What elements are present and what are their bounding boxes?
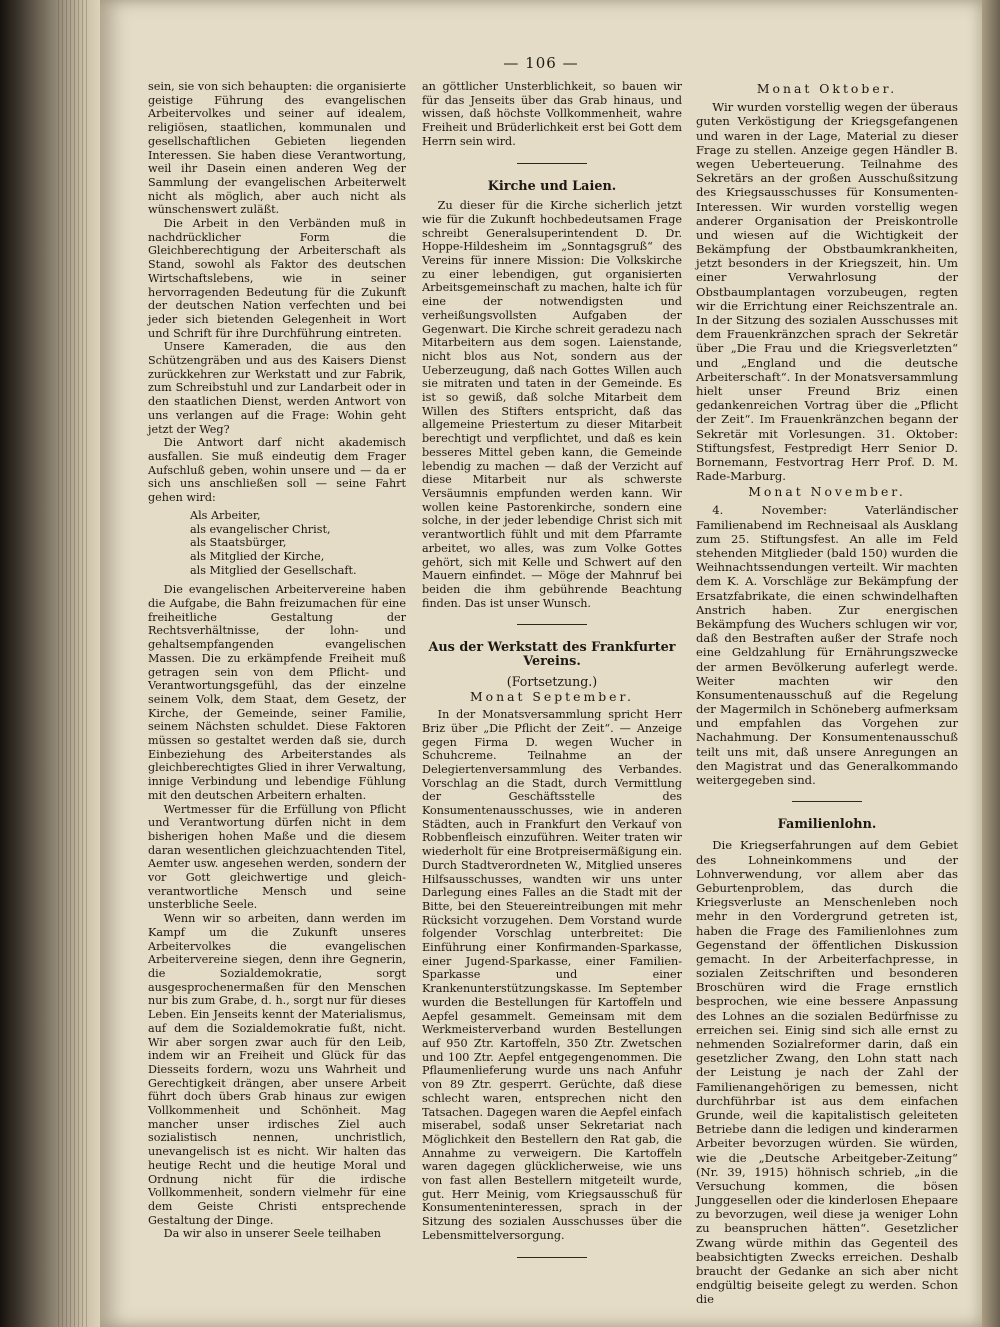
paragraph: Unsere Kameraden, die aus den Schützengräben und aus des Kaisers Dienst zurückkehren zur Werkstatt und zur Fabrik, zum Schreibstuhl und zur Landarbeit oder in den staatlichen Dienst, werden Antwort von uns verlangen auf die Frage: Wohin geht jetzt der Weg? (148, 340, 406, 436)
section-divider (792, 801, 862, 802)
role-list-item: als Mitglied der Gesellschaft. (190, 563, 357, 577)
column-middle (422, 80, 682, 1270)
paragraph: Wir wurden vorstellig wegen der überaus guten Verköstigung der Kriegsgefangenen und waren in der Lage, Material zu dieser Frage zu stellen. Anzeige gegen Händler B. wegen Ueberteuerung. Teilnahme des Sekretärs an der großen Ausschußsitzung des Kriegsausschusses für Konsumenten-Interessen. Wir wurden vorstellig wegen anderer Organisation der Preiskontrolle und wiesen auf die Wichtigkeit der Bekämpfung der Obstbaumkrankheiten, jetzt besonders in der Kriegszeit, hin. Um einer Verwahrlosung der Obstbaumplantagen vorzubeugen, regten wir die Errichtung einer Reichszentrale an. In der Sitzung des sozialen Ausschusses mit dem Frauenkränzchen sprach der Sekretär über „Die Frau und die Kriegsverletzten“ und „England und die deutsche Arbeiterschaft“. In der Monatsversammlung hielt unser Freund Briz einen gedankenreichen Vortrag über die „Pflicht der Zeit“. Im Frauenkränzchen begann der Sekretär mit Vorlesungen. 31. Oktober: Stiftungsfest, Festpredigt Herr Senior D. Bornemann, Festvortrag Herr Prof. D. M. Rade-Marburg. (696, 100, 958, 484)
paragraph: Die evangelischen Arbeitervereine haben die Aufgabe, die Bahn freizumachen für eine freiheitliche Gestaltung der Rechtsverhältnisse, der lohn- und gehaltsempfangenden evangelischen Massen. Die zu erkämpfende Freiheit muß getragen sein von dem Pflicht- und Verantwortungsgefühl, das der einzelne seinem Volk, dem Staat, dem Gesetz, der Kirche, der Gemeinde, seiner Familie, seinem Nächsten schuldet. Diese Faktoren müssen so gestaltet werden daß sie, durch Einbeziehung des Arbeiterstandes als gleichberechtigtes Glied in ihrer Verwaltung, innige Verbindung und lebendige Fühlung mit den deutschen Arbeitern erhalten. (148, 583, 406, 802)
page-number: — 106 — (503, 54, 579, 72)
column-right (696, 80, 958, 1307)
section-divider (517, 624, 587, 625)
role-list-item: als Mitglied der Kirche, (190, 549, 325, 563)
section-divider (517, 1257, 587, 1258)
paragraph: Die Antwort darf nicht akademisch ausfallen. Sie muß eindeutig dem Frager Aufschluß geben, wohin unsere und — da er sich uns anschließen soll — seine Fahrt gehen wird: (148, 436, 406, 505)
column-left (148, 80, 406, 1241)
section-heading: Familienlohn. (777, 817, 877, 833)
adjacent-page-edge (982, 0, 1000, 1327)
paragraph: Da wir also in unserer Seele teilhaben (163, 1227, 381, 1241)
paragraph: 4. November: Vaterländischer Familienabend im Rechneisaal als Ausklang zum 25. Stiftungsfest. An alle im Feld stehenden Mitglieder (bald 150) wurden die Weihnachtssendungen verteilt. Wir machten dem K. A. Vorschläge zur Bekämpfung der Ersatzfabrikate, die einen schwindelhaften Anstrich haben. Zur energischen Bekämpfung des Wuchers schlugen wir vor, daß den Bestraften außer der Strafe noch eine Geldzahlung für Ernährungszwecke der armen Bevölkerung auferlegt werde. Weiter machten wir den Konsumentenausschuß auf die Regelung der Magermilch in Schöneberg aufmerksam und empfahlen das Vorgehen zur Nachahmung. Der Konsumentenausschuß teilt uns mit, daß unsere Anregungen an den Magistrat und das Generalkommando weitergegeben sind. (696, 503, 958, 787)
month-heading: Monat Oktober. (756, 81, 898, 96)
section-heading: Kirche und Laien. (487, 178, 617, 194)
role-list (190, 509, 406, 578)
month-heading: Monat November. (748, 484, 906, 500)
page-edges (58, 0, 88, 1327)
paragraph: Die Arbeit in den Verbänden muß in nachdrücklicher Form die Gleichberechtigung der Arbeiterschaft als Stand, sowohl als Faktor des deutschen Wirtschaftslebens, wie in seiner hervorragenden Bedeutung für die Zukunft der deutschen Nation verfechten und bei jeder sich bietenden Gelegenheit in Wort und Schrift für ihre Durchführung eintreten. (148, 217, 406, 340)
paragraph: Zu dieser für die Kirche sicherlich jetzt wie für die Zukunft hochbedeutsamen Frage schreibt Generalsuperintendent D. Dr. Hoppe-Hildesheim im „Sonntagsgruß“ des Vereins für innere Mission: Die Volkskirche zu einer lebendigen, gut organisierten Arbeitsgemeinschaft zu machen, halte ich für eine der notwendigsten und verheißungsvollsten Aufgaben der Gegenwart. Die Kirche schreit geradezu nach Mitarbeitern aus dem sogen. Laienstande, nicht blos aus Not, sondern aus der Ueberzeugung, daß nach Gottes Willen auch sie mitraten und taten in der Gemeinde. Es ist so gewiß, daß solche Mitarbeit dem Willen des Stifters entspricht, daß das allgemeine Priestertum zu dieser Mitarbeit berechtigt und verpflichtet, und daß es kein besseres Mittel geben kann, die Gemeinde lebendig zu machen — daß der Verzicht auf diese Mitarbeit nur als schwerste Versäumnis empfunden werden kann. Wir wollen keine Pastorenkirche, sondern eine solche, in der jeder lebendige Christ sich mit verantwortlich fühlt und mit dem Pfarramte arbeitet, wo alles, was zum Volke Gottes gehört, sich mit Kelle und Schwert auf den Mauern einfindet. — Möge der Mahnruf bei beiden die ihm gebührende Beachtung finden. Das ist unser Wunsch. (422, 199, 682, 610)
section-divider (517, 163, 587, 164)
paragraph: Wertmesser für die Erfüllung von Pflicht und Verantwortung dürfen nicht in dem bisherigen hohen Maße und die diesem daran wesentlichen gleichzuachtenden Titel, Aemter usw. angesehen werden, sondern der vor Gott gleichwertige und gleich-verantwortliche Mensch und seine unsterbliche Seele. (148, 802, 406, 912)
book-spine (0, 0, 100, 1327)
role-list-item: als evangelischer Christ, (190, 522, 331, 536)
section-heading: Aus der Werkstatt des Frankfurter Vereins. (428, 640, 676, 670)
paragraph: sein, sie von sich behaupten: die organisierte geistige Führung des evangelischen Arbeitervolkes und seiner auf idealem, religiösen, staatlichen, kommunalen und gesellschaftlichen Gebieten liegenden Interessen. Sie haben diese Verantwortung, weil ihr Dasein einen anderen Weg der Sammlung der evangelischen Arbeiterwelt nicht als möglich, aber auch nicht als wünschenswert zuläßt. (148, 80, 406, 217)
paragraph: In der Monatsversammlung spricht Herr Briz über „Die Pflicht der Zeit“. — Anzeige gegen Firma D. wegen Wucher in Schuhcreme. Teilnahme an der Delegiertenversammlung des Verbandes. Vorschlag an die Stadt, durch Vermittlung der Geschäftsstelle des Konsumentenausschusses, wie in anderen Städten, auch in Frankfurt den Verkauf von Robbenfleisch einzuführen. Weiter traten wir wiederholt für eine Brotpreisermäßigung ein. Durch Stadtverordneten W., Mitglied unseres Hilfsausschusses, wandten wir uns unter Darlegung eines Falles an die Stadt mit der Bitte, bei den Steuereintreibungen mit mehr Rücksicht vorzugehen. Dem Vorstand wurde folgender Vorschlag unterbreitet: Die Einführung einer Konfirmanden-Sparkasse, einer Jugend-Sparkasse, einer Familien-Sparkasse und einer Krankenunterstützungskasse. Im September wurden die Bestellungen für Kartoffeln und Aepfel gesammelt. Gemeinsam mit dem Werkmeisterverband wurden Bestellungen auf 950 Ztr. Kartoffeln, 350 Ztr. Zwetschen und 100 Ztr. Aepfel entgegengenommen. Die Pflaumenlieferung wurde uns nach Anfuhr von 89 Ztr. gesperrt. Gerüchte, daß diese schlecht waren, entsprechen nicht den Tatsachen. Dagegen waren die Aepfel einfach miserabel, sodaß unser Sekretariat nach Möglichkeit den Bestellern den Rat gab, die Annahme zu verweigern. Die Kartoffeln waren dagegen glücklicherweise, wie uns von fast allen Bestellern mitgeteilt wurde, gut. Herr Meinig, vom Kriegsausschuß für Konsumenteninteressen, sprach in der Sitzung des sozialen Ausschusses über die Lebensmittelversorgung. (422, 708, 682, 1242)
section-subheading: (Fortsetzung.) (506, 673, 598, 689)
paragraph: an göttlicher Unsterblichkeit, so bauen wir für das Jenseits über das Grab hinaus, und wissen, daß höchste Vollkommenheit, wahre Freiheit und Brüderlichkeit erst bei Gott dem Herrn sein wird. (422, 80, 682, 148)
document-page (100, 0, 982, 1327)
month-heading: Monat September. (469, 689, 634, 705)
paragraph: Wenn wir so arbeiten, dann werden im Kampf um die Zukunft unseres Arbeitervolkes die evangelischen Arbeitervereine siegen, denn ihre Gegnerin, die Sozialdemokratie, sorgt ausgesprochenermaßen für den Menschen nur bis zum Grabe, d. h., sorgt nur für dieses Leben. Ein Jenseits kennt der Materialismus, auf dem die Sozialdemokratie fußt, nicht. Wir aber sorgen zwar auch für den Leib, indem wir an Freiheit und Glück für das Diesseits fordern, wozu uns Wahrheit und Gerechtigkeit drängen, aber unsere Arbeit führt doch übers Grab hinaus zur ewigen Vollkommenheit und Schönheit. Mag mancher unser irdisches Ziel auch sozialistisch nennen, unchristlich, unevangelisch ist es nicht. Wir halten das heutige Recht und die heutige Moral und Ordnung nicht für die irdische Vollkommenheit, sondern vielmehr für eine dem Geiste Christi entsprechende Gestaltung der Dinge. (148, 912, 406, 1227)
role-list-item: als Staatsbürger, (190, 536, 287, 550)
paragraph: Die Kriegserfahrungen auf dem Gebiet des Lohneinkommens und der Lohnverwendung, vor allem aber das Geburtenproblem, das durch die Kriegsverluste an Menschenleben noch mehr in den Vordergrund getreten ist, haben die Frage des Familienlohnes zum Gegenstand der öffentlichen Diskussion gemacht. In der Arbeiterfachpresse, in sozialen Zeitschriften und besonderen Broschüren wird die Frage ernstlich besprochen, wie eine bessere Anpassung des Lohnes an die sozialen Bedürfnisse zu erreichen sei. Einig sind sich alle ernst zu nehmenden Sozialreformer darin, daß ein gesetzlicher Zwang, den Lohn statt nach der Leistung je nach der Zahl der Familienangehörigen zu bemessen, nicht durchführbar ist aus dem einfachen Grunde, weil die kapitalistisch geleiteten Betriebe dann die ledigen und kinderarmen Arbeiter bevorzugen würden. Sie würden, wie die „Deutsche Arbeitgeber-Zeitung“ (Nr. 39, 1915) höhnisch schrieb, „in die Versuchung kommen, die bösen Junggesellen oder die kinderlosen Ehepaare zu bevorzugen, weil diese ja weniger Lohn zu beanspruchen hätten“. Gesetzlicher Zwang würde mithin das Gegenteil des beabsichtigten Zwecks erreichen. Deshalb braucht der Gedanke an sich aber nicht endgültig beiseite gelegt zu werden. Schon die (696, 838, 958, 1307)
role-list-item: Als Arbeiter, (190, 508, 261, 522)
